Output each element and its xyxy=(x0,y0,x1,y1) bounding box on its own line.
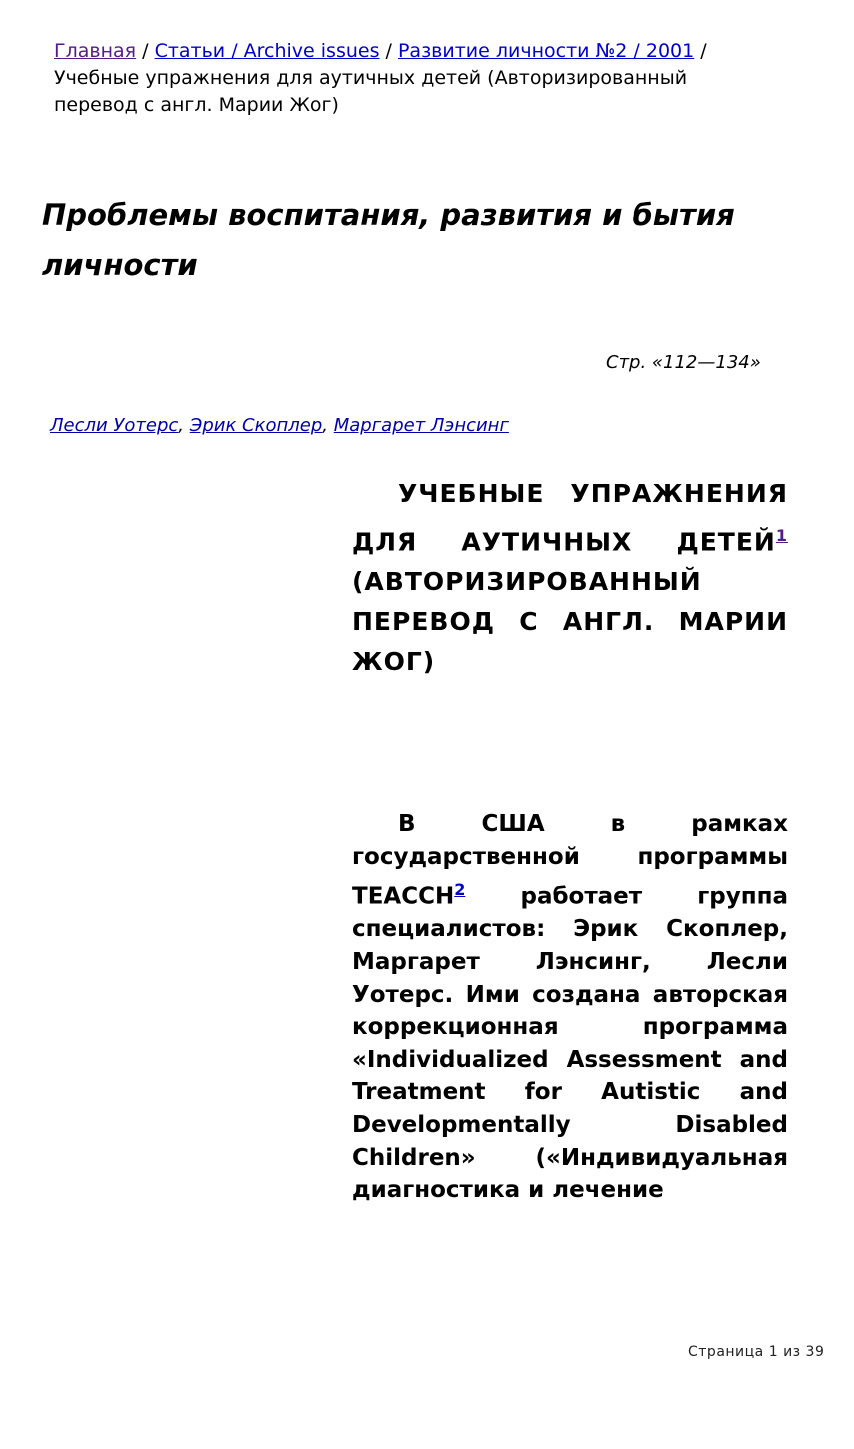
breadcrumb-link-articles[interactable]: Статьи / Archive issues xyxy=(154,40,380,62)
page-range: Стр. «112—134» xyxy=(606,352,761,373)
article-body-paragraph xyxy=(352,808,788,1207)
breadcrumb-separator: / xyxy=(379,40,398,62)
breadcrumb-separator: / xyxy=(694,40,707,62)
article-title-subtitle: (АВТОРИЗИРОВАННЫЙ ПЕРЕВОД С АНГЛ. МАРИИ ЖОГ) xyxy=(352,567,788,677)
author-link-schopler[interactable]: Эрик Скоплер xyxy=(189,415,323,436)
footnote-link-2[interactable]: 2 xyxy=(454,880,466,900)
author-separator: , xyxy=(322,415,334,436)
footnote-link-1[interactable]: 1 xyxy=(775,526,788,545)
authors-list xyxy=(50,415,509,436)
article-title xyxy=(352,474,788,682)
author-link-waters[interactable]: Лесли Уотерс xyxy=(50,415,179,436)
author-separator: , xyxy=(178,415,190,436)
author-link-lansing[interactable]: Маргарет Лэнсинг xyxy=(333,415,509,436)
breadcrumb-link-issue[interactable]: Развитие личности №2 / 2001 xyxy=(397,40,695,62)
body-text-part: работает группа специалистов: Эрик Скоплер, Маргарет Лэнсинг, Лесли Уотерс. Ими создана авторская коррекционная программа «Individualized Assessment and Treatment for Autistic and Developmentally Disabled Children» («Индивидуальная диагностика и лечение xyxy=(352,883,788,1204)
breadcrumb-link-home[interactable]: Главная xyxy=(54,40,137,62)
page-indicator: Страница 1 из 39 xyxy=(688,1344,825,1360)
section-title: Проблемы воспитания, развития и бытия личности xyxy=(42,198,735,282)
breadcrumb-separator: / xyxy=(136,40,155,62)
article-title-text: УЧЕБНЫЕ УПРАЖНЕНИЯ ДЛЯ АУТИЧНЫХ ДЕТЕЙ xyxy=(352,479,788,557)
breadcrumb-current: Учебные упражнения для аутичных детей (Авторизированный перевод с англ. Марии Жог) xyxy=(54,67,688,116)
breadcrumb xyxy=(54,38,774,119)
body-text-part: В США в рамках государственной программы TEACCH xyxy=(352,811,788,910)
